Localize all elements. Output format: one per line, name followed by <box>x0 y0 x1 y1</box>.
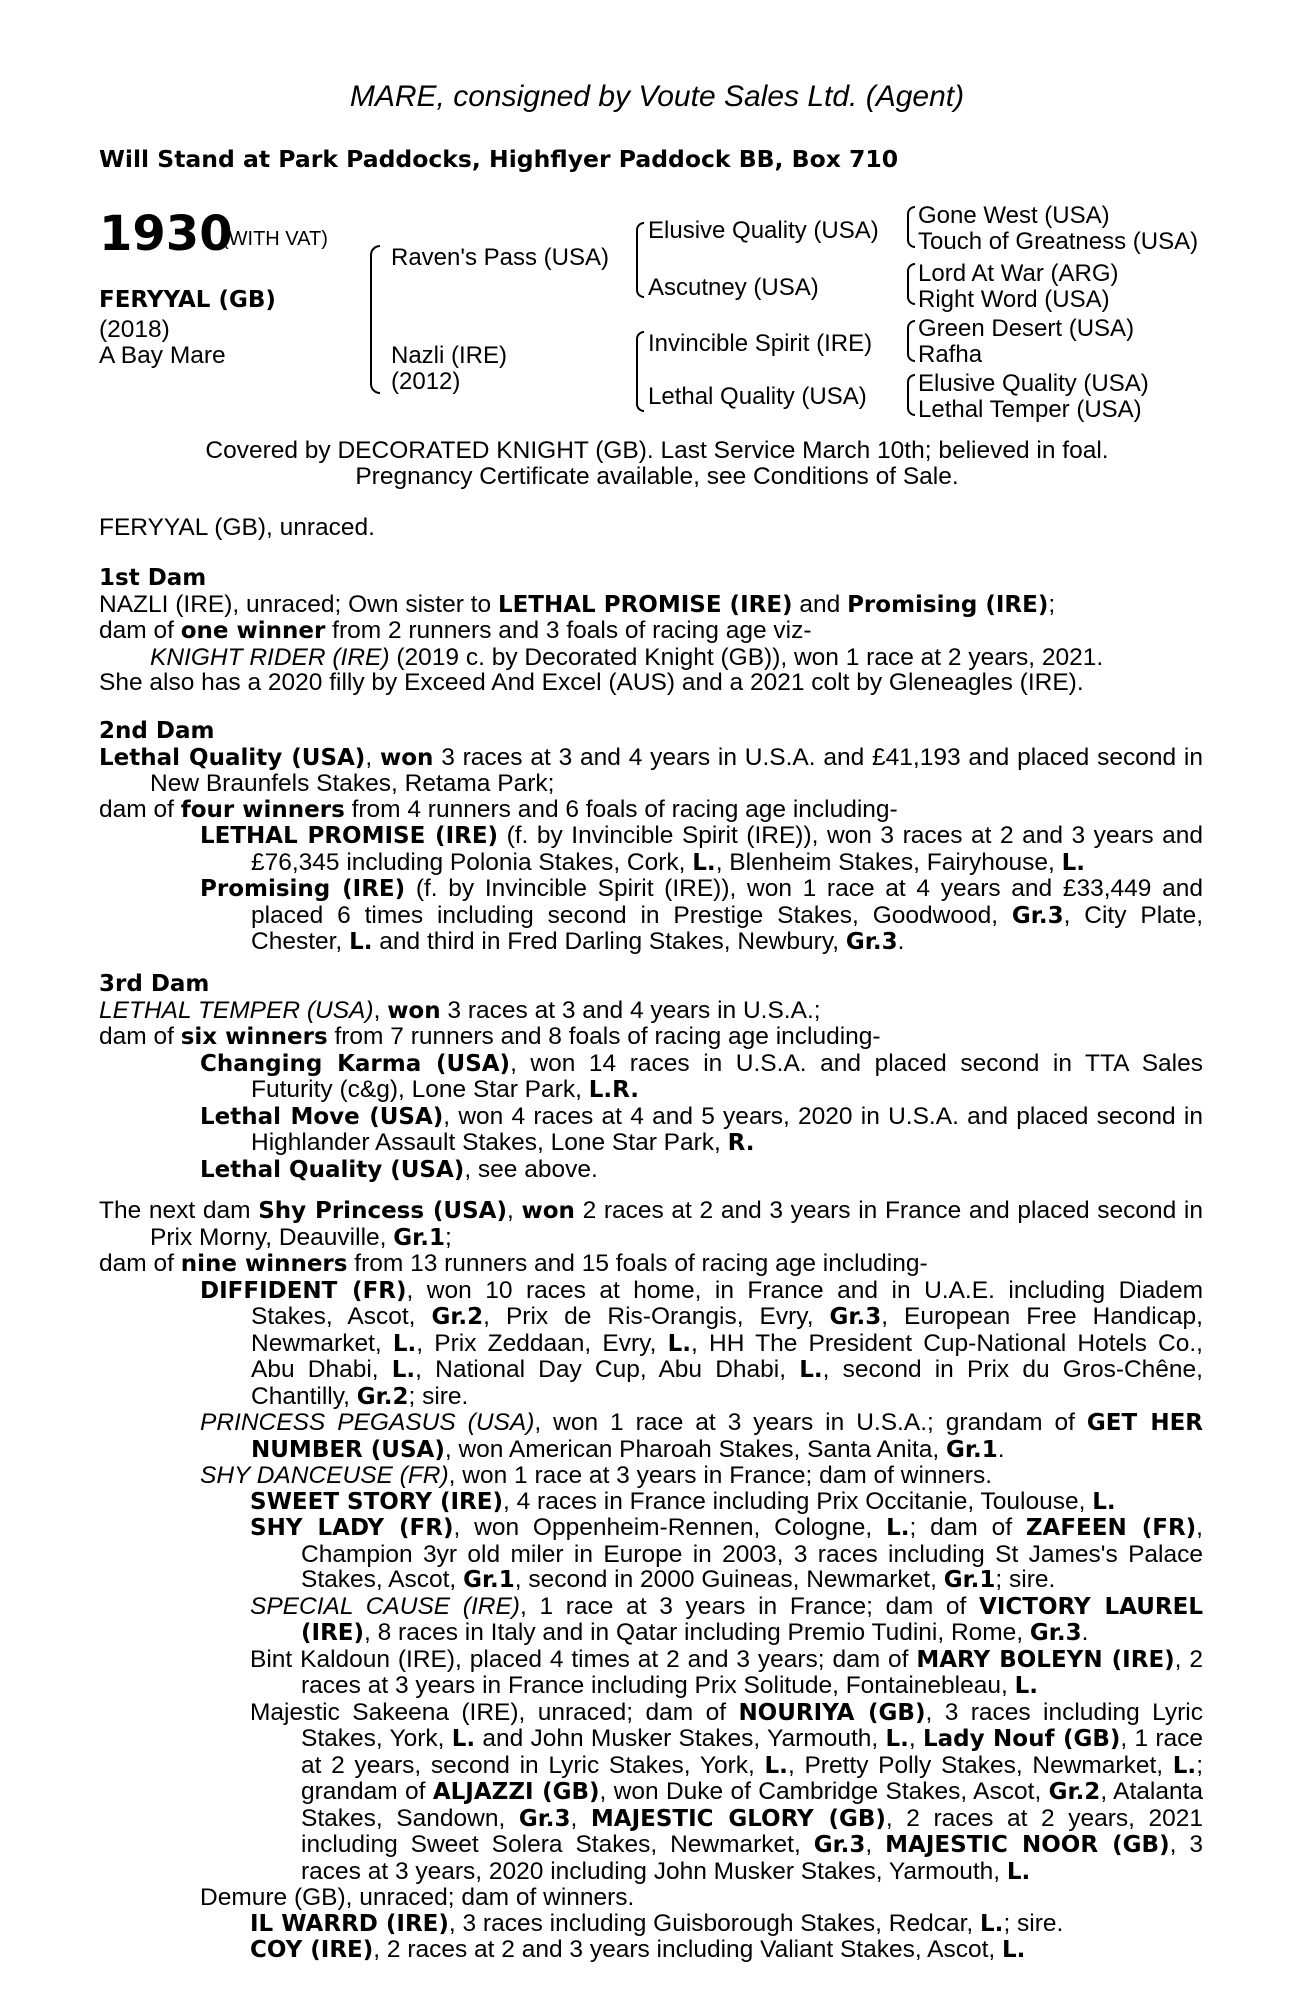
first-dam-line-2: dam of one winner from 2 runners and 3 foals of racing age viz- <box>99 617 812 644</box>
first-dam-line-1: NAZLI (IRE), unraced; Own sister to LETHAL PROMISE (IRE) and Promising (IRE); <box>99 590 1056 618</box>
pedigree-sire-dam: Ascutney (USA) <box>648 274 819 301</box>
third-dam-para-2: dam of six winners from 7 runners and 8 foals of racing age including- <box>99 1023 881 1050</box>
pedigree-bracket-2 <box>636 222 644 298</box>
pedigree-dsd: Rafha <box>918 341 983 368</box>
third-dam-para-3: Changing Karma (USA), won 14 races in U.S.A. and placed second in TTA Sales Futurity (c&g), Lone Star Park, L.R. <box>200 1049 1203 1103</box>
pedigree-sss: Gone West (USA) <box>918 202 1110 229</box>
second-dam-para-4: Promising (IRE) (f. by Invincible Spirit (IRE)), won 1 race at 4 years and £33,449 and placed 6 times including second in Prestige Stakes, Goodwood, Gr.3, City Plate, Chester, L. and third in Fred Darling Stakes, Newbury, Gr.3. <box>200 875 1204 955</box>
pedigree-sire-sire: Elusive Quality (USA) <box>648 217 879 244</box>
first-dam-section <box>99 565 1203 696</box>
covered-line-2: Pregnancy Certificate available, see Conditions of Sale. <box>355 463 959 490</box>
intro-line: FERYYAL (GB), unraced. <box>99 514 375 541</box>
coy-entry: COY (IRE), 2 races at 2 and 3 years including Valiant Stakes, Ascot, L. <box>250 1936 1026 1963</box>
pedigree-sdd: Right Word (USA) <box>918 286 1110 313</box>
third-dam-para-5: Lethal Quality (USA), see above. <box>200 1155 598 1183</box>
il-warrd-entry: IL WARRD (IRE), 3 races including Guisborough Stakes, Redcar, L.; sire. <box>250 1909 1064 1937</box>
pedigree-bracket-5 <box>907 263 915 305</box>
sweet-story-entry: SWEET STORY (IRE), 4 races in France including Prix Occitanie, Toulouse, L. <box>250 1487 1116 1515</box>
special-cause-entry: SPECIAL CAUSE (IRE), 1 race at 3 years in France; dam of VICTORY LAUREL (IRE), 8 races in Italy and in Qatar including Premio Tudini, Rome, Gr.3. <box>250 1592 1203 1646</box>
pedigree-dam-sire: Invincible Spirit (IRE) <box>648 330 873 357</box>
pedigree-sds: Lord At War (ARG) <box>918 260 1119 287</box>
pedigree-bracket-6 <box>907 320 915 362</box>
second-dam-para-2: dam of four winners from 4 runners and 6 foals of racing age including- <box>99 795 898 823</box>
majestic-sakeena-entry: Majestic Sakeena (IRE), unraced; dam of NOURIYA (GB), 3 races including Lyric Stakes, York, L. and John Musker Stakes, Yarmouth, L., Lady Nouf (GB), 1 race at 2 years, second in Lyric Stakes, York, L., Pretty Polly Stakes, Newmarket, L.; grandam of ALJAZZI (GB), won Duke of Cambridge Stakes, Ascot, Gr.2, Atalanta Stakes, Sandown, Gr.3, MAJESTIC GLORY (GB), 2 races at 2 years, 2021 including Sweet Solera Stakes, Newmarket, Gr.3, MAJESTIC NOOR (GB), 3 races at 3 years, 2020 including John Musker Stakes, Yarmouth, L. <box>250 1698 1204 1885</box>
demure-entry: Demure (GB), unraced; dam of winners. <box>200 1884 635 1911</box>
next-dam-section <box>99 1198 1203 1964</box>
bint-kaldoun-entry: Bint Kaldoun (IRE), placed 4 times at 2 and 3 years; dam of MARY BOLEYN (IRE), 2 races at 3 years in France including Prix Solitude, Fontainebleau, L. <box>250 1645 1203 1699</box>
pedigree-ddd: Lethal Temper (USA) <box>918 396 1142 423</box>
third-dam-heading: 3rd Dam <box>99 971 210 997</box>
first-dam-line-3: KNIGHT RIDER (IRE) (2019 c. by Decorated Knight (GB)), won 1 race at 2 years, 2021. <box>150 643 1104 671</box>
pedigree-bracket-1 <box>370 245 380 394</box>
second-dam-section <box>99 718 1203 956</box>
pedigree-bracket-7 <box>907 374 915 416</box>
stand-location: Will Stand at Park Paddocks, Highflyer Paddock BB, Box 710 <box>99 145 899 173</box>
shy-lady-entry: SHY LADY (FR), won Oppenheim-Rennen, Cologne, L.; dam of ZAFEEN (FR), Champion 3yr old miler in Europe in 2003, 3 races including St James's Palace Stakes, Ascot, Gr.1, second in 2000 Guineas, Newmarket, Gr.1; sire. <box>250 1514 1203 1593</box>
diffident-entry: DIFFIDENT (FR), won 10 races at home, in France and in U.A.E. including Diadem Stakes, Ascot, Gr.2, Prix de Ris-Orangis, Evry, Gr.3, European Free Handicap, Newmarket, L., Prix Zeddaan, Evry, L., HH The President Cup-National Hotels Co., Abu Dhabi, L., National Day Cup, Abu Dhabi, L., second in Prix du Gros-Chêne, Chantilly, Gr.2; sire. <box>200 1276 1203 1410</box>
second-dam-para-1: Lethal Quality (USA), won 3 races at 3 and 4 years in U.S.A. and £41,193 and placed second in New Braunfels Stakes, Retama Park; <box>99 743 1204 797</box>
princess-pegasus-entry: PRINCESS PEGASUS (USA), won 1 race at 3 years in U.S.A.; grandam of GET HER NUMBER (USA), won American Pharoah Stakes, Santa Anita, Gr.1. <box>200 1409 1203 1463</box>
horse-description: A Bay Mare <box>99 342 226 369</box>
next-dam-para-2: dam of nine winners from 13 runners and 15 foals of racing age including- <box>99 1250 928 1277</box>
third-dam-para-1: LETHAL TEMPER (USA), won 3 races at 3 and 4 years in U.S.A.; <box>99 996 821 1024</box>
first-dam-line-4: She also has a 2020 filly by Exceed And Excel (AUS) and a 2021 colt by Gleneagles (IRE). <box>99 669 1084 696</box>
lot-number: 1930 <box>99 206 233 262</box>
third-dam-para-4: Lethal Move (USA), won 4 races at 4 and 5 years, 2020 in U.S.A. and placed second in Highlander Assault Stakes, Lone Star Park, R. <box>200 1102 1203 1156</box>
consignor-line: MARE, consigned by Voute Sales Ltd. (Agent) <box>349 80 965 113</box>
pedigree-sire: Raven's Pass (USA) <box>391 244 609 271</box>
first-dam-heading: 1st Dam <box>99 565 207 591</box>
next-dam-para-1: The next dam Shy Princess (USA), won 2 races at 2 and 3 years in France and placed second in Prix Morny, Deauville, Gr.1; <box>99 1197 1203 1251</box>
pedigree-bracket-3 <box>636 331 644 412</box>
covered-line-1: Covered by DECORATED KNIGHT (GB). Last Service March 10th; believed in foal. <box>205 437 1109 464</box>
pedigree-dds: Elusive Quality (USA) <box>918 370 1149 397</box>
vat-note: (WITH VAT) <box>222 228 328 250</box>
pedigree-dam-dam: Lethal Quality (USA) <box>648 383 867 410</box>
second-dam-heading: 2nd Dam <box>99 718 215 744</box>
horse-year: (2018) <box>99 316 170 343</box>
horse-name: FERYYAL (GB) <box>99 287 276 313</box>
pedigree-bracket-4 <box>907 206 915 248</box>
pedigree-dss: Green Desert (USA) <box>918 315 1135 342</box>
pedigree-dam: Nazli (IRE) <box>391 342 508 369</box>
shy-danceuse-entry: SHY DANCEUSE (FR), won 1 race at 3 years in France; dam of winners. <box>200 1462 993 1489</box>
second-dam-para-3: LETHAL PROMISE (IRE) (f. by Invincible Spirit (IRE)), won 3 races at 2 and 3 years and £76,345 including Polonia Stakes, Cork, L., Blenheim Stakes, Fairyhouse, L. <box>200 822 1203 876</box>
pedigree-dam-year: (2012) <box>391 368 461 395</box>
third-dam-section <box>99 971 1203 1183</box>
pedigree-ssd: Touch of Greatness (USA) <box>918 228 1199 255</box>
